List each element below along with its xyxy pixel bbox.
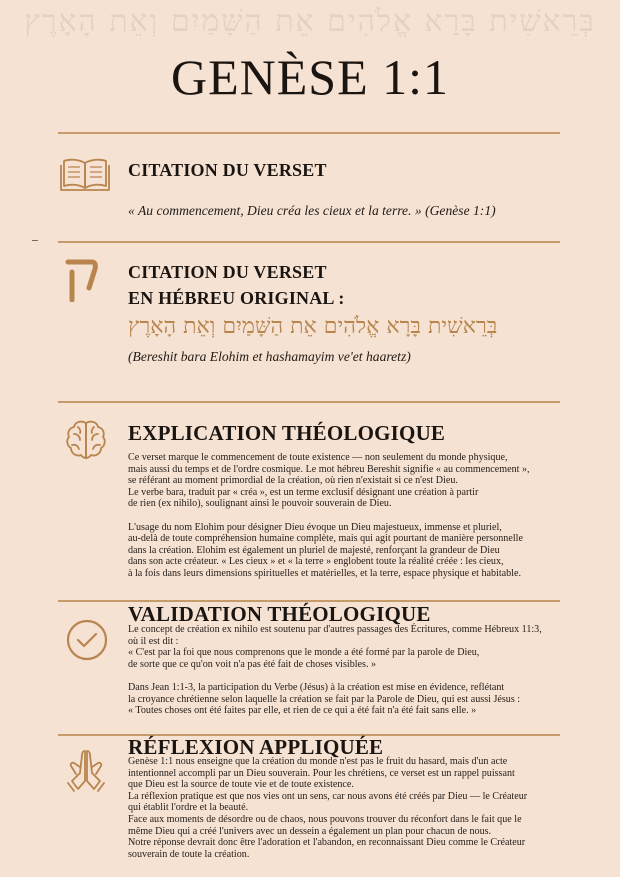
brain-icon — [64, 418, 108, 462]
hebrew-heading-line2: EN HÉBREU ORIGINAL : — [128, 288, 345, 308]
check-circle-icon — [66, 619, 108, 661]
text-line: dans son acte créateur. « Les cieux » et « la terre » englobent toute la réalité créée : les cieux, — [128, 556, 504, 568]
page-title: GENÈSE 1:1 — [170, 49, 450, 105]
reflection-heading: RÉFLEXION APPLIQUÉE — [128, 735, 384, 759]
text-line: La réflexion pratique est que nos vies ont un sens, car nous avons été créés par Dieu — le Créateur — [128, 790, 528, 802]
citation-heading: CITATION DU VERSET — [128, 160, 327, 180]
margin-mark — [32, 240, 38, 241]
text-line: même Dieu qui a créé l'univers avec un dessein a également un plan pour chacun de nous. — [128, 825, 492, 837]
text-line: qui établit l'ordre et la beauté. — [128, 802, 249, 814]
open-book-icon — [60, 157, 110, 191]
text-line: Dans Jean 1:1-3, la participation du Verbe (Jésus) à la création est mise en évidence, reflétant — [128, 681, 505, 693]
text-line: où il est dit : — [128, 635, 179, 647]
text-line: L'usage du nom Elohim pour désigner Dieu évoque un Dieu majestueux, immense et pluriel, — [128, 521, 502, 533]
verse-quote: « Au commencement, Dieu créa les cieux et la terre. » (Genèse 1:1) — [128, 203, 496, 218]
text-line: intentionnel accompli par un Dieu souverain. Pour les chrétiens, ce verset est un rappel puissant — [128, 767, 515, 779]
divider — [58, 401, 560, 403]
text-line: de sorte que ce qu'on voit n'a pas été fait de choses visibles. » — [128, 658, 377, 670]
text-line: la croyance chrétienne selon laquelle la création se fait par la Parole de Dieu, qui est aussi Jésus : — [128, 693, 521, 705]
text-line: « Toutes choses ont été faites par elle, et rien de ce qui a été fait n'a été fait sans elle. » — [128, 705, 477, 717]
hebrew-watermark: בְּרֵאשִׁית בָּרָא אֱלֹהִים אֵת הַשָּׁמַיִם וְאֵת הָאָרֶץ — [24, 4, 596, 39]
validation-text — [128, 624, 578, 717]
praying-hands-icon — [64, 747, 108, 793]
text-line: souverain de toute la création. — [128, 848, 250, 860]
hebrew-letter-qof-icon — [62, 258, 102, 302]
text-line: dans la création. Elohim est également un pluriel de majesté, renforçant la grandeur de Dieu — [128, 544, 500, 556]
text-line: se référant au moment primordial de la création, où rien n'existait si ce n'est Dieu. — [128, 475, 458, 487]
text-line: Ce verset marque le commencement de toute existence — non seulement du monde physique, — [128, 452, 508, 463]
text-line: « C'est par la foi que nous comprenons que le monde a été formé par la parole de Dieu, — [128, 647, 480, 659]
text-line: que Dieu est la source de toute vie et de toute existence. — [128, 779, 354, 791]
divider — [58, 241, 560, 243]
transliteration: (Bereshit bara Elohim et hashamayim ve'et haaretz) — [128, 349, 411, 364]
text-line: mais aussi du temps et de l'ordre cosmique. Le mot hébreu Bereshit signifie « au commencement », — [128, 463, 530, 475]
text-line: Le verbe bara, traduit par « créa », est un terme exclusif désignant une création à partir — [128, 486, 479, 498]
text-line: de rien (ex nihilo), soulignant ainsi le pouvoir souverain de Dieu. — [128, 498, 392, 510]
text-line: au-delà de toute compréhension humaine complète, mais qui agit pourtant de manière personnelle — [128, 533, 523, 545]
text-line: à la fois dans leurs dimensions spirituelles et matérielles, et la terre, espace physique et habitable. — [128, 567, 521, 579]
text-line: Notre réponse devrait donc être l'adoration et l'abandon, en reconnaissant Dieu comme le Créateur — [128, 837, 526, 849]
text-line: Le concept de création ex nihilo est soutenu par d'autres passages des Écritures, comme Hébreux 11:3, — [128, 624, 542, 635]
explanation-heading: EXPLICATION THÉOLOGIQUE — [128, 421, 446, 445]
hebrew-verse: בְּרֵאשִׁית בָּרָא אֱלֹהִים אֵת הַשָּׁמַיִם וְאֵת הָאָרֶץ — [128, 314, 498, 339]
divider — [58, 132, 560, 134]
explanation-text — [128, 452, 578, 580]
text-line: Genèse 1:1 nous enseigne que la création du monde n'est pas le fruit du hasard, mais d'un acte — [128, 756, 508, 767]
validation-heading: VALIDATION THÉOLOGIQUE — [128, 602, 431, 626]
hebrew-heading-line1: CITATION DU VERSET — [128, 262, 327, 282]
reflection-text — [128, 756, 578, 860]
text-line: Face aux moments de désordre ou de chaos, nous pouvons trouver du réconfort dans le fait que le — [128, 813, 522, 825]
